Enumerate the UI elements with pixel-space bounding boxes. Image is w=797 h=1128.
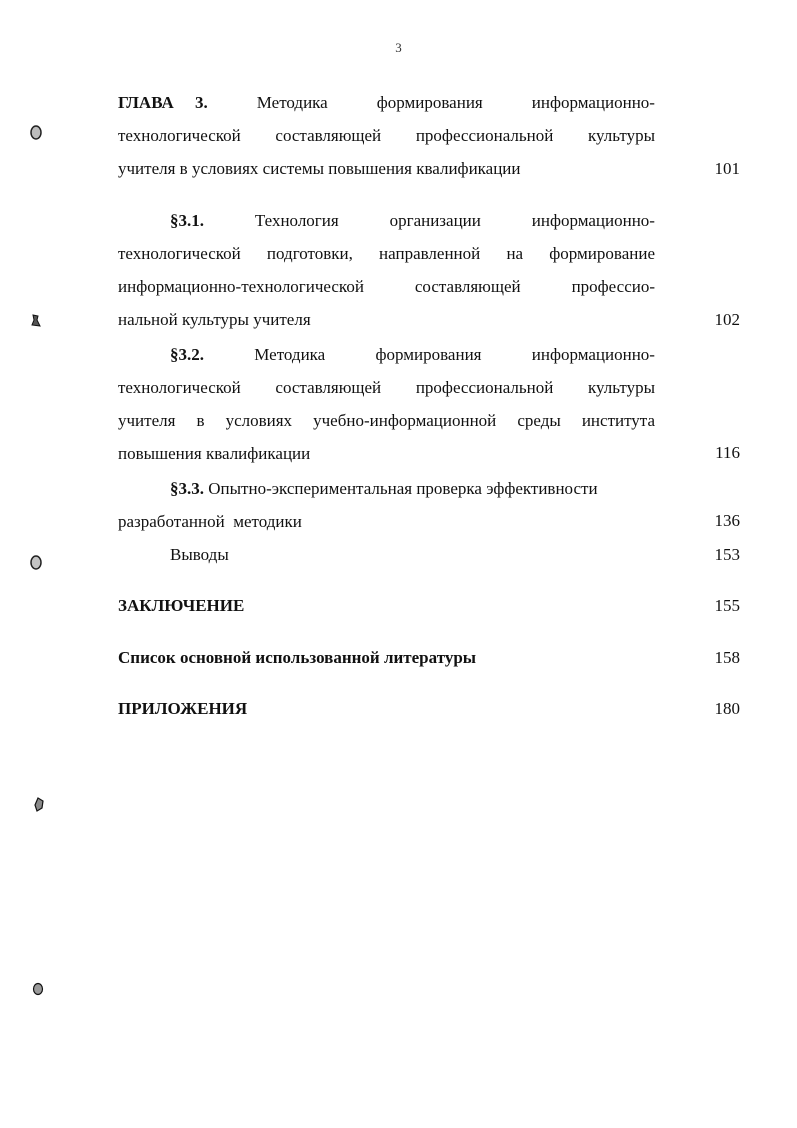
toc-entry-conclusion xyxy=(118,589,655,622)
section-3-1-line-3-word-1: информационно-технологической xyxy=(118,277,364,296)
chapter-3-line-1 xyxy=(118,86,655,119)
chapter-3-word-1: Методика xyxy=(256,93,328,112)
binder-hole-icon xyxy=(33,797,45,812)
section-3-1-page: 102 xyxy=(714,310,740,329)
toc-entry-section-3-2 xyxy=(118,338,655,470)
chapter-3-line-2: технологической составляющей профессиональной культуры xyxy=(118,126,655,145)
section-3-1-word-3: информационно- xyxy=(531,211,655,230)
chapter-number: 3. xyxy=(195,93,208,112)
conclusions-page: 153 xyxy=(714,545,740,564)
section-3-1-number: §3.1. xyxy=(170,211,204,230)
section-3-1-line-3 xyxy=(118,270,655,303)
conclusion-label: ЗАКЛЮЧЕНИЕ xyxy=(118,596,245,615)
section-3-2-word-1: Методика xyxy=(254,345,326,364)
toc-entry-section-3-1 xyxy=(118,204,655,336)
section-3-1-line-1 xyxy=(118,204,655,237)
binder-hole-icon xyxy=(30,125,42,140)
chapter-label: ГЛАВА xyxy=(118,93,174,112)
chapter-3-word-3: информационно- xyxy=(531,93,655,112)
chapter-3-line-3: учителя в условиях системы повышения квалификации xyxy=(118,159,521,178)
toc-entry-chapter-3 xyxy=(118,86,655,185)
section-3-3-line-1 xyxy=(118,472,655,505)
section-3-2-line-2: технологической составляющей профессиональной культуры xyxy=(118,378,655,397)
appendices-page: 180 xyxy=(714,699,740,718)
toc-entry-bibliography xyxy=(118,641,655,674)
section-3-1-word-1: Технология xyxy=(254,211,339,230)
binder-hole-icon xyxy=(30,555,42,570)
binder-hole-icon xyxy=(30,313,42,328)
section-3-2-number: §3.2. xyxy=(170,345,204,364)
section-3-2-line-1 xyxy=(118,338,655,371)
chapter-3-word-2: формирования xyxy=(376,93,483,112)
section-3-3-title-start: Опытно-экспериментальная проверка эффективности xyxy=(208,479,598,498)
toc-entry-conclusions xyxy=(118,538,655,571)
toc-entry-section-3-3 xyxy=(118,472,655,538)
page-number: 3 xyxy=(395,40,402,55)
section-3-2-line-3: учителя в условиях учебно-информационной среды института xyxy=(118,411,655,430)
chapter-3-page: 101 xyxy=(714,159,740,178)
conclusion-page: 155 xyxy=(714,596,740,615)
section-3-1-word-2: организации xyxy=(389,211,481,230)
section-3-1-line-2: технологической подготовки, направленной на формирование xyxy=(118,244,655,263)
section-3-3-line-2: разработанной методики xyxy=(118,512,302,531)
conclusions-label: Выводы xyxy=(170,545,229,564)
toc-entry-appendices xyxy=(118,692,655,725)
bibliography-label: Список основной использованной литературы xyxy=(118,648,477,667)
section-3-2-line-4: повышения квалификации xyxy=(118,444,311,463)
bibliography-page: 158 xyxy=(714,648,740,667)
section-3-3-number: §3.3. xyxy=(170,479,204,498)
section-3-3-page: 136 xyxy=(714,511,740,530)
section-3-2-word-2: формирования xyxy=(375,345,482,364)
appendices-label: ПРИЛОЖЕНИЯ xyxy=(118,699,248,718)
section-3-1-line-3-word-3: профессио- xyxy=(571,277,655,296)
section-3-2-page: 116 xyxy=(715,443,740,462)
section-3-1-line-3-word-2: составляющей xyxy=(414,277,521,296)
section-3-2-word-3: информационно- xyxy=(531,345,655,364)
section-3-1-line-4: нальной культуры учителя xyxy=(118,310,311,329)
binder-hole-icon xyxy=(32,981,44,996)
